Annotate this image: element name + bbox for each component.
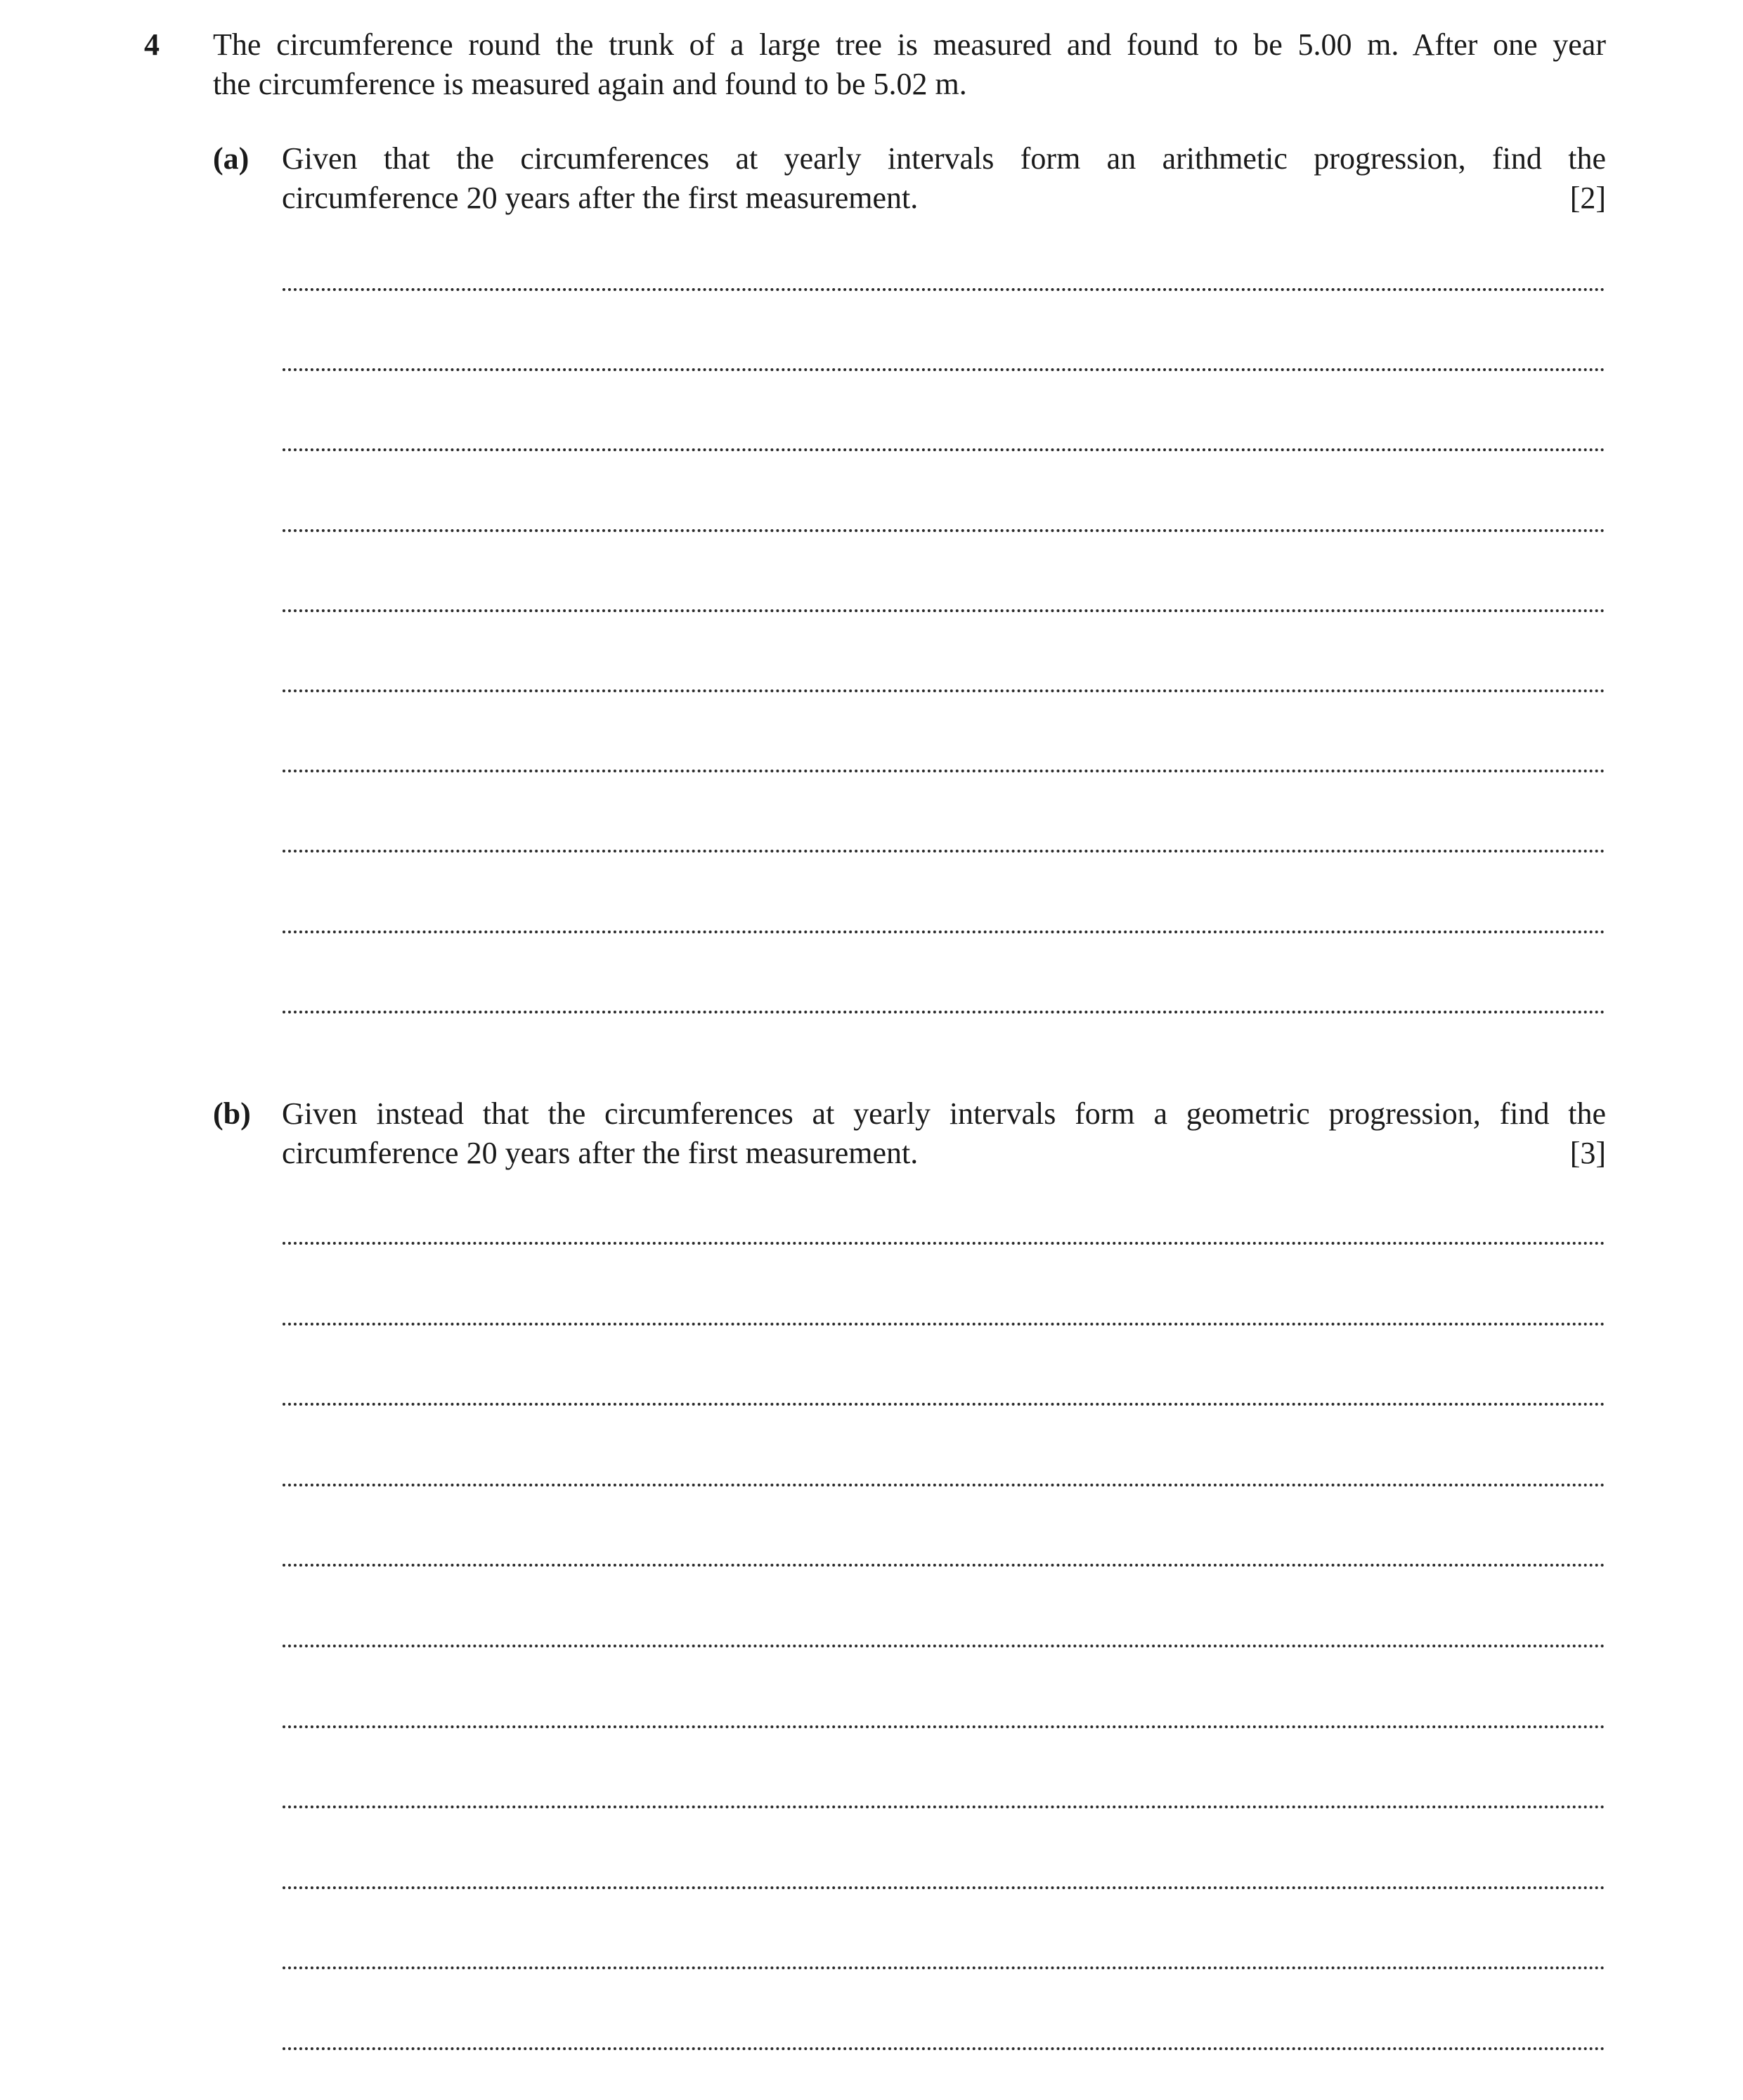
answer-line[interactable]: [283, 931, 1605, 933]
answer-line[interactable]: [283, 609, 1605, 612]
part-b-text: [282, 1094, 1606, 1173]
part-a-line-2-text: circumference 20 years after the first measurement.: [282, 181, 919, 215]
answer-line[interactable]: [283, 1645, 1605, 1647]
part-a-line-2: [282, 179, 1606, 218]
part-a-marks: [2]: [1569, 181, 1606, 215]
answer-line[interactable]: [283, 1564, 1605, 1567]
part-a-line-1: Given that the circumferences at yearly intervals form an arithmetic progression, find the: [282, 141, 1606, 176]
answer-line[interactable]: [283, 1323, 1605, 1326]
answer-line[interactable]: [283, 448, 1605, 451]
answer-line[interactable]: [283, 368, 1605, 371]
part-b-line-2: [282, 1134, 1606, 1173]
part-b-label: (b): [213, 1096, 251, 1131]
answer-line[interactable]: [283, 1886, 1605, 1889]
answer-line[interactable]: [283, 1403, 1605, 1406]
part-b-line-1: Given instead that the circumferences at yearly intervals form a geometric progression, find the: [282, 1096, 1606, 1131]
answer-line[interactable]: [283, 1242, 1605, 1245]
answer-line[interactable]: [283, 850, 1605, 853]
answer-line[interactable]: [283, 1725, 1605, 1728]
answer-line[interactable]: [283, 1484, 1605, 1486]
answer-line[interactable]: [283, 1011, 1605, 1013]
part-a-text: [282, 139, 1606, 218]
stem-line-1: The circumference round the trunk of a large tree is measured and found to be 5.00 m. After one year: [213, 27, 1606, 62]
answer-line[interactable]: [283, 1806, 1605, 1808]
part-b-marks: [3]: [1569, 1136, 1606, 1170]
answer-line[interactable]: [283, 288, 1605, 291]
question-number: 4: [144, 27, 160, 62]
question-stem: [213, 25, 1606, 104]
answer-line[interactable]: [283, 529, 1605, 532]
answer-line[interactable]: [283, 770, 1605, 772]
part-a-label: (a): [213, 141, 250, 176]
part-b-line-2-text: circumference 20 years after the first measurement.: [282, 1136, 919, 1170]
stem-line-2: the circumference is measured again and found to be 5.02 m.: [213, 67, 967, 101]
answer-line[interactable]: [283, 689, 1605, 692]
answer-line[interactable]: [283, 2047, 1605, 2050]
answer-line[interactable]: [283, 1966, 1605, 1969]
